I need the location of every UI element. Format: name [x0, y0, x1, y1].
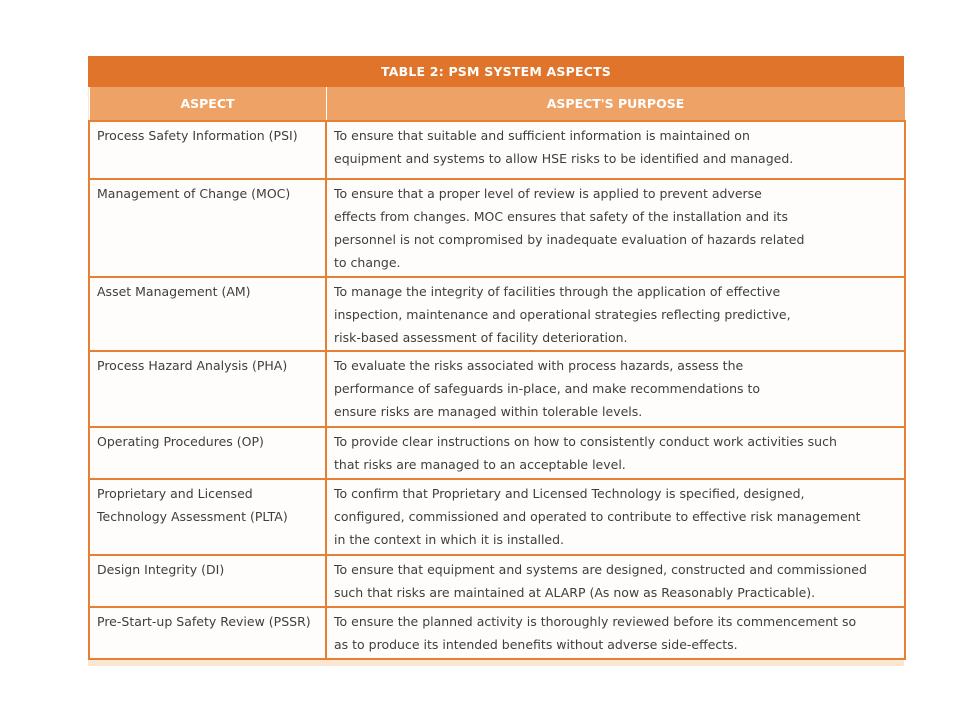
purpose-line: To evaluate the risks associated with process hazards, assess the [334, 358, 744, 373]
purpose-cell [326, 479, 905, 555]
purpose-line: risk-based assessment of facility deterioration. [334, 330, 628, 345]
purpose-line: performance of safeguards in-place, and make recommendations to [334, 381, 761, 396]
purpose-line: personnel is not compromised by inadequate evaluation of hazards related [334, 232, 805, 247]
table-title: TABLE 2: PSM SYSTEM ASPECTS [88, 56, 904, 87]
purpose-line: configured, commissioned and operated to contribute to effective risk management [334, 509, 861, 524]
purpose-line: that risks are managed to an acceptable level. [334, 457, 626, 472]
purpose-line: To ensure that equipment and systems are designed, constructed and commissioned [334, 562, 867, 577]
aspect-cell [89, 479, 326, 555]
table-row [89, 607, 905, 659]
purpose-cell [326, 427, 905, 479]
aspects-grid [88, 87, 906, 660]
aspect-cell: Design Integrity (DI) [89, 555, 326, 607]
header-purpose: ASPECT'S PURPOSE [326, 87, 905, 121]
psm-aspects-table [88, 56, 904, 666]
header-aspect: ASPECT [89, 87, 326, 121]
purpose-line: To ensure that suitable and sufficient information is maintained on [334, 128, 750, 143]
aspect-cell: Process Safety Information (PSI) [89, 121, 326, 179]
purpose-cell [326, 351, 905, 427]
purpose-line: such that risks are maintained at ALARP (As now as Reasonably Practicable). [334, 585, 816, 600]
aspect-line: Proprietary and Licensed [97, 486, 253, 501]
purpose-line: as to produce its intended benefits without adverse side-effects. [334, 637, 738, 652]
table-row [89, 121, 905, 179]
aspect-cell: Asset Management (AM) [89, 277, 326, 351]
purpose-line: inspection, maintenance and operational strategies reflecting predictive, [334, 307, 791, 322]
purpose-cell [326, 179, 905, 277]
purpose-cell [326, 277, 905, 351]
table-row [89, 351, 905, 427]
purpose-cell [326, 555, 905, 607]
aspect-cell: Operating Procedures (OP) [89, 427, 326, 479]
purpose-line: To ensure that a proper level of review is applied to prevent adverse [334, 186, 762, 201]
purpose-cell [326, 121, 905, 179]
table-row [89, 427, 905, 479]
purpose-line: To manage the integrity of facilities through the application of effective [334, 284, 781, 299]
purpose-line: To confirm that Proprietary and Licensed Technology is specified, designed, [334, 486, 805, 501]
aspect-cell: Pre-Start-up Safety Review (PSSR) [89, 607, 326, 659]
aspect-cell: Management of Change (MOC) [89, 179, 326, 277]
purpose-line: to change. [334, 255, 401, 270]
purpose-cell [326, 607, 905, 659]
purpose-line: To ensure the planned activity is thoroughly reviewed before its commencement so [334, 614, 857, 629]
table-row [89, 555, 905, 607]
table-row [89, 479, 905, 555]
purpose-line: effects from changes. MOC ensures that safety of the installation and its [334, 209, 788, 224]
purpose-line: ensure risks are managed within tolerable levels. [334, 404, 643, 419]
header-row [89, 87, 905, 121]
aspect-line: Technology Assessment (PLTA) [97, 509, 288, 524]
purpose-line: in the context in which it is installed. [334, 532, 565, 547]
aspect-cell: Process Hazard Analysis (PHA) [89, 351, 326, 427]
table-row [89, 179, 905, 277]
table-row [89, 277, 905, 351]
purpose-line: To provide clear instructions on how to consistently conduct work activities such [334, 434, 837, 449]
purpose-line: equipment and systems to allow HSE risks to be identified and managed. [334, 151, 794, 166]
